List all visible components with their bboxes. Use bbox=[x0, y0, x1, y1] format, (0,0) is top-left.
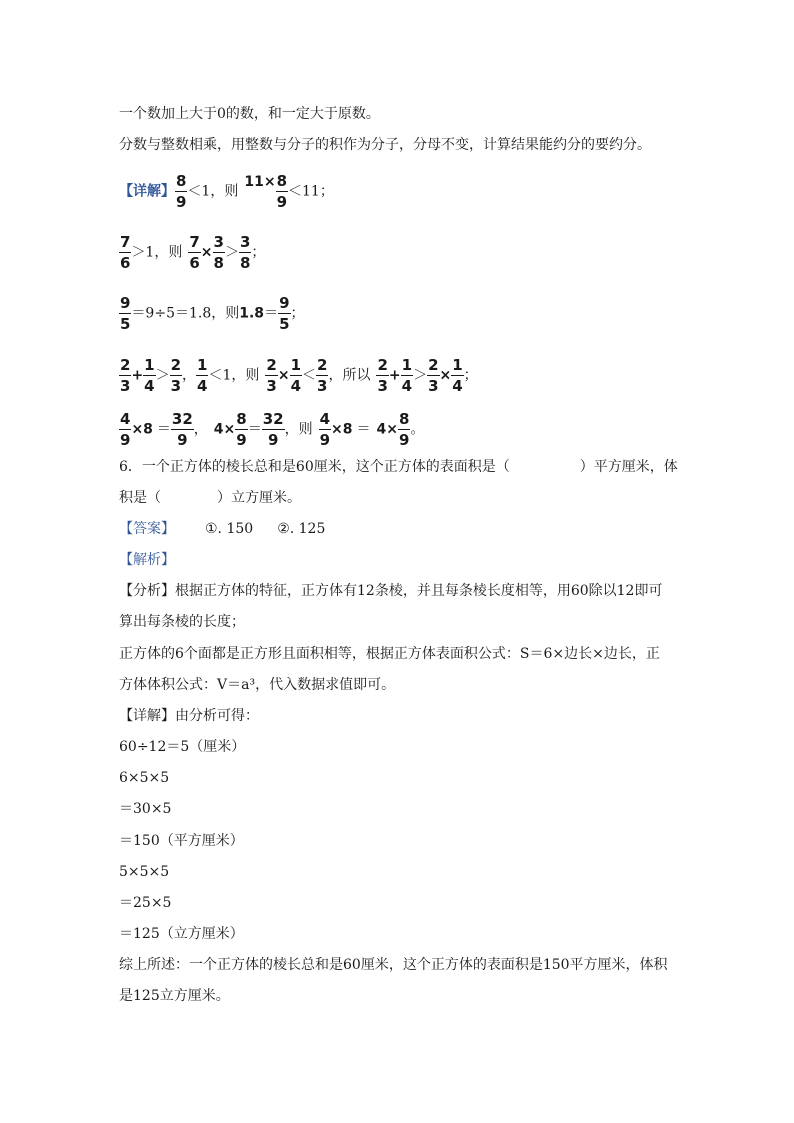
fraction: $\frac{3}{8}$ bbox=[213, 233, 224, 272]
fraction: $\frac{7}{6}$ bbox=[189, 233, 200, 272]
plus-sign: + bbox=[388, 367, 401, 384]
text: ＞1，则 bbox=[131, 244, 183, 261]
question-6-line-1: 6．一个正方体的棱长总和是60厘米，这个正方体的表面积是（ ）平方厘米，体 bbox=[119, 459, 678, 475]
summary-line-1: 综上所述：一个正方体的棱长总和是60厘米，这个正方体的表面积是150平方厘米，体积 bbox=[119, 957, 668, 973]
solution-intro: 由分析可得： bbox=[175, 708, 259, 724]
text: ； bbox=[463, 367, 478, 384]
fraction: $\frac{1}{4}$ bbox=[452, 356, 463, 395]
fraction: $\frac{1}{4}$ bbox=[401, 356, 413, 395]
text: ＜1，则 bbox=[208, 367, 260, 384]
fraction: $\frac{8}{9}$ bbox=[399, 410, 410, 449]
gt-sign: ＞ bbox=[224, 244, 239, 261]
solution-label: 【详解】 bbox=[119, 708, 175, 724]
analysis-line-1 bbox=[119, 582, 662, 600]
intro-line-2: 分数与整数相乘，用整数与分子的积作为分子，分母不变，计算结果能约分的要约分。 bbox=[119, 137, 651, 153]
detail-line-3 bbox=[119, 294, 305, 333]
fraction: $\frac{4}{9}$ bbox=[319, 410, 331, 449]
text: ； bbox=[290, 305, 305, 322]
detail-label: 【详解】 bbox=[119, 183, 175, 200]
gt-sign: ＞ bbox=[155, 367, 170, 384]
analysis-line-2: 算出每条棱的长度； bbox=[119, 614, 245, 630]
sep: ， bbox=[182, 367, 197, 384]
analysis-header: 【解析】 bbox=[119, 552, 175, 568]
detail-line-5 bbox=[119, 410, 424, 449]
answer-label: 【答案】 bbox=[119, 521, 175, 537]
value: 1.8 bbox=[239, 305, 265, 322]
fraction: $\frac{2}{3}$ bbox=[170, 356, 182, 395]
detail-line-1 bbox=[119, 172, 334, 211]
fraction: $\frac{32}{9}$ bbox=[171, 410, 193, 449]
solution-step: 60÷12＝5（厘米） bbox=[119, 739, 246, 755]
fraction: $\frac{2}{3}$ bbox=[120, 356, 131, 395]
analysis-label: 【分析】 bbox=[119, 583, 175, 599]
fraction: $\frac{8}{9}$ bbox=[276, 172, 288, 211]
times-sign: × bbox=[439, 367, 452, 384]
answer-1: ①. 150 bbox=[205, 521, 254, 537]
detail-line-4 bbox=[119, 356, 478, 395]
text: ＝9÷5＝1.8，则 bbox=[131, 305, 240, 322]
detail-line-2 bbox=[119, 233, 265, 272]
sep: ， bbox=[193, 421, 208, 438]
solution-step: ＝25×5 bbox=[119, 895, 172, 911]
fraction: $\frac{2}{3}$ bbox=[317, 356, 328, 395]
question-6-line-2: 积是（ ）立方厘米。 bbox=[119, 490, 301, 506]
product-text: 11× bbox=[244, 173, 276, 190]
eq-sign: ＝ bbox=[264, 305, 279, 322]
analysis-text: 根据正方体的特征，正方体有12条棱，并且每条棱长度相等，用60除以12即可 bbox=[175, 583, 663, 599]
solution-line bbox=[119, 707, 259, 725]
text: 。 bbox=[410, 421, 425, 438]
fraction: $\frac{9}{5}$ bbox=[120, 294, 131, 333]
fraction: $\frac{4}{9}$ bbox=[120, 410, 131, 449]
solution-step: ＝30×5 bbox=[119, 801, 172, 817]
text: ＜1，则 bbox=[187, 183, 239, 200]
text: ，则 bbox=[284, 421, 313, 438]
times-sign: × bbox=[277, 367, 290, 384]
eq-sign: ＝ bbox=[356, 421, 371, 438]
summary-line-2: 是125立方厘米。 bbox=[119, 988, 230, 1004]
times-sign: × bbox=[200, 244, 213, 261]
analysis-line-3: 正方体的6个面都是正方形且面积相等，根据正方体表面积公式：S＝6×边长×边长，正 bbox=[119, 646, 660, 662]
answer-2: ②. 125 bbox=[277, 521, 326, 537]
fraction: $\frac{1}{4}$ bbox=[144, 356, 155, 395]
eq-sign: ＝ bbox=[156, 421, 171, 438]
fraction: $\frac{9}{5}$ bbox=[279, 294, 290, 333]
solution-step: 6×5×5 bbox=[119, 770, 170, 786]
answer-line bbox=[119, 520, 325, 538]
solution-step: ＝150（平方厘米） bbox=[119, 833, 244, 849]
product-text: 4× bbox=[213, 421, 236, 438]
text: ，所以 bbox=[328, 367, 371, 384]
gt-sign: ＞ bbox=[413, 367, 428, 384]
product-text: 4× bbox=[376, 421, 398, 438]
eq-sign: ＝ bbox=[247, 421, 262, 438]
fraction: $\frac{8}{9}$ bbox=[236, 410, 247, 449]
analysis-line-4: 方体体积公式：V＝a³，代入数据求值即可。 bbox=[119, 677, 396, 693]
lt-sign: ＜ bbox=[302, 367, 317, 384]
fraction: $\frac{2}{3}$ bbox=[266, 356, 277, 395]
text: ＜11； bbox=[288, 183, 334, 200]
text: ； bbox=[251, 244, 266, 261]
times-eight: ×8 bbox=[131, 421, 153, 438]
fraction: $\frac{1}{4}$ bbox=[197, 356, 208, 395]
fraction: $\frac{1}{4}$ bbox=[290, 356, 302, 395]
plus-sign: + bbox=[131, 367, 144, 384]
solution-step: 5×5×5 bbox=[119, 864, 170, 880]
times-eight: ×8 bbox=[331, 421, 353, 438]
fraction: $\frac{2}{3}$ bbox=[377, 356, 388, 395]
fraction: $\frac{8}{9}$ bbox=[176, 172, 187, 211]
fraction: $\frac{7}{6}$ bbox=[120, 233, 131, 272]
fraction: $\frac{2}{3}$ bbox=[428, 356, 439, 395]
intro-line-1: 一个数加上大于0的数，和一定大于原数。 bbox=[119, 106, 380, 122]
solution-step: ＝125（立方厘米） bbox=[119, 926, 244, 942]
fraction: $\frac{32}{9}$ bbox=[262, 410, 284, 449]
fraction: $\frac{3}{8}$ bbox=[239, 233, 251, 272]
